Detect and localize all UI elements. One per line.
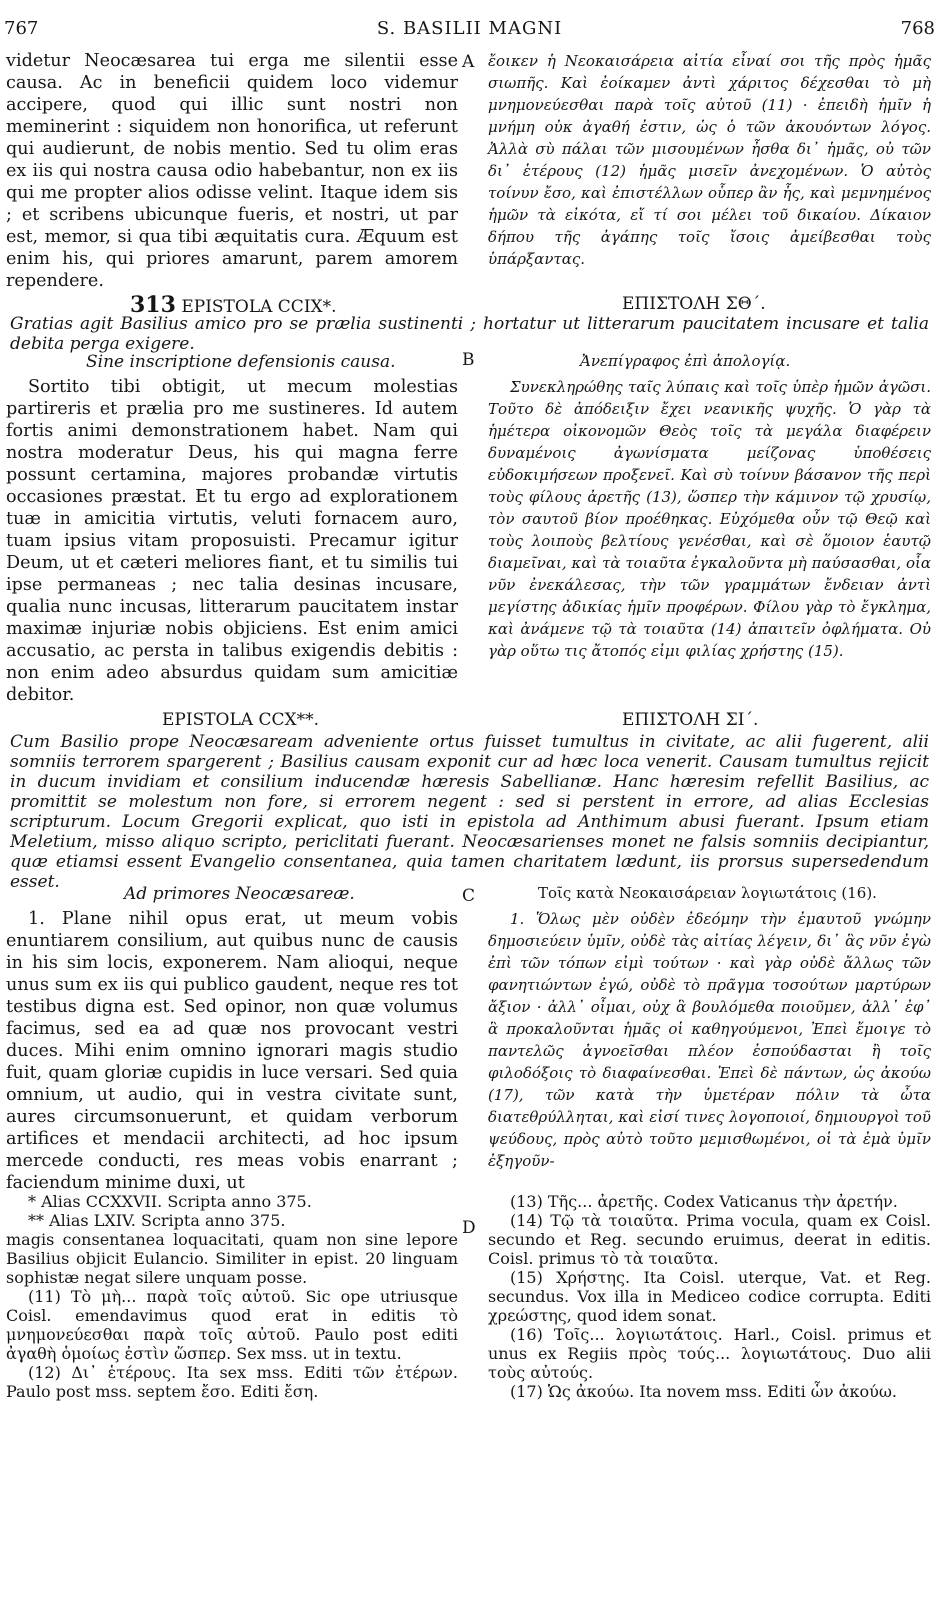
greek-text-block-2 [488, 376, 931, 662]
epistle-210-inscription-greek: Τοῖς κατὰ Νεοκαισάρειαν λογιωτάτοις (16). [538, 884, 877, 902]
footnotes-right [488, 1192, 931, 1401]
margin-letter-a: A [462, 52, 475, 72]
latin-text-block-2 [6, 376, 458, 706]
greek-text-block-1 [488, 50, 931, 270]
latin-paragraph: 1. Plane nihil opus erat, ut meum vobis enuntiarem consilium, aut quibus nunc de causis in his sim locis, exponerem. Nam alioqui, neque unus sum ex iis qui publico gaudent, neque res tot testibus digna est. Sed opinor, non quæ volumus facimus, sed ea ad quæ nos provocant vestri duces. Mihi enim omnino ignorari magis studio fuit, quam gloriæ cupidis in luce versari. Sed quia omnium, ut audio, qui in vestra civitate sunt, aures circumsonuerunt, et quidam verborum artifices et mendacii architecti, ad hoc ipsum mercede conducti, res meas vobis enarrant ; faciendum minime duxi, ut [6, 909, 458, 1193]
epistle-209-inscription-greek: Ἀνεπίγραφος ἐπὶ ἀπολογίᾳ. [580, 352, 791, 370]
epistle-210-summary: Cum Basilio prope Neocæsaream adveniente ortus fuisset tumultus in civitate, ac alii fugerent, alii somniis terrorem spargerent ; Basilius causam exponit cur ad hæc loca venerit. Causam tumultus rejicit in ducum invidiam et consilium inducendæ hæresis Sabellianæ. Hanc hæresim refellit Basilius, ac promittit se molestum non fore, si errorem negent : sed si perstent in errore, ad alias Ecclesias scripturum. Locum Gregorii explicat, quo isti in epistola ad Anthimum abusi fuerant. Ipsum etiam Meletium, misso aliquo scripto, periclitati fuerant. Neocæsarienses monet ne falsis somniis decipiantur, quæ etiamsi essent Evangelio consentanea, quia tamen charitatem lædunt, iis prorsus supersedendum esset. [10, 732, 929, 892]
margin-letter-b: B [462, 350, 475, 370]
greek-paragraph: Συνεκληρώθης ταῖς λύπαις καὶ τοῖς ὑπὲρ ἡμῶν ἀγῶσι. Τοῦτο δὲ ἀπόδειξιν ἔχει νεανικῆς ψυχῆς. Ὁ γὰρ τὰ ἡμέτερα οἰκονομῶν Θεὸς τοῖς τὰ μεγάλα διαφέρειν δυναμένοις ἀγωνίσματα μείζονας ὑποθέσεις εὐδοκιμήσεων προξενεῖ. Καὶ σὺ τοίνυν βάσανον τῆς περὶ τοὺς φίλους ἀρετῆς (13), ὥσπερ τὴν κάμινον τῷ χρυσίῳ, τὸν σαυτοῦ βίον προέθηκας. Εὐχόμεθα οὖν τῷ Θεῷ καὶ τοὺς λοιποὺς βελτίους γενέσθαι, καὶ σὲ ὅμοιον ἑαυτῷ διαμεῖναι, καὶ τὰ τοιαῦτα ἐγκαλοῦντα μὴ παύσασθαι, οἷα νῦν ἐνεκάλεσας, τὴν τῶν γραμμάτων ἔνδειαν ἀντὶ μεγίστης ἀδικίας ἡμῖν προφέρων. Φίλου γὰρ τὸ ἔγκλημα, καὶ ἀνάμενε τῷ τὰ τοιαῦτα (14) ἀπαιτεῖν ὀφλήματα. Οὐ γὰρ οὕτω τις ἄτοπός εἰμι φιλίας χρήστης (15). [488, 378, 931, 660]
epistle-209-summary: Gratias agit Basilius amico pro se prælia sustinenti ; hortatur ut litterarum paucitatem incusare et talia debita perga exigere. [10, 314, 929, 354]
running-title: S. BASILII MAGNI [376, 18, 563, 39]
footnote: ** Alias LXIV. Scripta anno 375. [28, 1211, 286, 1230]
latin-text-block-1 [6, 50, 458, 292]
margin-letter-d: D [462, 1218, 476, 1238]
epistle-209-inscription-latin: Sine inscriptione defensionis causa. [86, 352, 396, 372]
latin-paragraph: Sortito tibi obtigit, ut mecum molestias partireris et prælia pro me sustineres. Id autem fortis animi demonstrationem habet. Nam qui nostra moderatur Deus, his qui magna ferre possunt certamina, majores probandæ virtutis occasiones præstat. Et tu ergo ad explorationem tuæ in amicitia virtutis, veluti fornacem auro, tuam ipsius vitam proposuisti. Precamur igitur Deum, ut et cæteri meliores fiant, et tu similis tui ipse permaneas ; nec talia desinas incusare, qualia nunc incusas, litterarum paucitatem instar maximæ injuriæ nobis objiciens. Est enim amici accusatio, ac persta in talibus exigendis debitis : non enim adeo absurdus quidam sum amicitiæ debitor. [6, 377, 458, 705]
greek-text-block-3 [488, 908, 931, 1172]
footnote: (17) Ὡς ἀκούω. Ita novem mss. Editi ὧν ἀκούω. [510, 1382, 897, 1401]
latin-text-block-3 [6, 908, 458, 1194]
page-number-left: 767 [4, 18, 39, 39]
epistle-210-title-greek: ΕΠΙΣΤΟΛΗ ΣΙ΄. [622, 710, 759, 730]
footnote: * Alias CCXXVII. Scripta anno 375. [28, 1192, 312, 1211]
page-header [0, 12, 939, 38]
page-number-right: 768 [900, 18, 935, 39]
epistle-title-latin: EPISTOLA CCIX*. [181, 297, 337, 317]
footnote-continuation: magis consentanea loquacitati, quam non sine lepore Basilius objicit Eulancio. Similiter in epist. 20 linguam sophistæ negat silere unquam posse. [6, 1230, 458, 1287]
column-number: 313 [130, 292, 176, 318]
footnote: (14) Τῷ τὰ τοιαῦτα. Prima vocula, quam ex Coisl. secundo et Reg. secundo eruimus, deerat in editis. Coisl. primus τὸ τὰ τοιαῦτα. [488, 1211, 931, 1268]
epistle-title-greek: ΕΠΙΣΤΟΛΗ ΣΘ΄. [622, 294, 766, 314]
greek-paragraph: ἔοικεν ἡ Νεοκαισάρεια αἰτία εἶναί σοι τῆς πρὸς ἡμᾶς σιωπῆς. Καὶ ἐοίκαμεν ἀντὶ χάριτος δέχεσθαι τὸ μὴ μνημονεύεσθαι παρὰ τοῖς αὐτοῦ (11) · ἐπειδὴ ἡμῖν ἡ μνήμη οὐκ ἀγαθή ἐστιν, ὡς ὁ τῶν ἀκουόντων λόγος. Ἀλλὰ σὺ πάλαι τῶν μισουμένων ἦσθα δι᾽ ἡμᾶς, οὐ τῶν δι᾽ ἑτέρους (12) ἡμᾶς μισεῖν ἀνεχομένων. Ὁ αὐτὸς τοίνυν ἔσο, καὶ ἐπιστέλλων οὗπερ ἂν ἧς, καὶ μεμνημένος ἡμῶν τὰ εἰκότα, εἴ τί σοι μέλει τοῦ δικαίου. Δίκαιον δήπου τῆς ἀγάπης τοῖς ἴσοις ἀμείβεσθαι τοὺς ὑπάρξαντας. [488, 52, 931, 268]
footnote: (15) Χρήστης. Ita Coisl. uterque, Vat. et Reg. secundus. Vox illa in Mediceo codice corrupta. Editi χρεώστης, quod idem sonat. [488, 1268, 931, 1325]
footnote: (13) Τῆς... ἀρετῆς. Codex Vaticanus τὴν ἀρετήν. [510, 1192, 898, 1211]
epistle-210-inscription-latin: Ad primores Neocæsareæ. [124, 884, 355, 904]
footnote: (16) Τοῖς... λογιωτάτοις. Harl., Coisl. primus et unus ex Regiis πρὸς τούς... λογιωτάτους. Duo alii τοὺς αὐτούς. [488, 1325, 931, 1382]
greek-paragraph: 1. Ὅλως μὲν οὐδὲν ἐδεόμην τὴν ἐμαυτοῦ γνώμην δημοσιεύειν ὑμῖν, οὐδὲ τὰς αἰτίας λέγειν, δι᾽ ἃς νῦν ἐγὼ ἐπὶ τῶν τόπων εἰμὶ τούτων · καὶ γὰρ οὐδὲ ἄλλως τῶν φανητιώντων ἐγώ, οὐδὲ τὸ πρᾶγμα τοσούτων μαρτύρων ἄξιον · ἀλλ᾽ οἶμαι, οὐχ ἃ βουλόμεθα ποιοῦμεν, ἀλλ᾽ ἐφ᾽ ἃ προκαλοῦνται ἡμᾶς οἱ καθηγούμενοι, Ἐπεὶ ἔμοιγε τὸ παντελῶς ἀγνοεῖσθαι πλέον ἐσπούδασται ἢ τοῖς φιλοδόξοις τὸ διαφαίνεσθαι. Ἐπεὶ δὲ πάντων, ὡς ἀκούω (17), τῶν κατὰ τὴν ὑμετέραν πόλιν τὰ ὦτα διατεθρύλληται, καὶ εἰσί τινες λογοποιοί, δημιουργοὶ τοῦ ψεύδους, πρὸς αὐτὸ τοῦτο μεμισθωμένοι, οἱ τὰ ἐμὰ ὑμῖν ἐξηγοῦν- [488, 910, 931, 1170]
footnote: (12) Δι᾽ ἑτέρους. Ita sex mss. Editi τῶν ἑτέρων. Paulo post mss. septem ἔσο. Editi ἔση. [6, 1363, 458, 1401]
footnote: (11) Τὸ μὴ... παρὰ τοῖς αὐτοῦ. Sic ope utriusque Coisl. emendavimus quod erat in editis τὸ μνημονεύεσθαι παρὰ τοῖς αὐτοῦ. Paulo post editi ἀγαθὴ ὁμοίως ἐστὶν ὥσπερ. Sex mss. ut in textu. [6, 1287, 458, 1363]
latin-paragraph: videtur Neocæsarea tui erga me silentii esse causa. Ac in beneficii quidem loco videmur accipere, quod qui illic sunt nostri non meminerint : siquidem non honorifica, ut referunt qui audierunt, de nobis mentio. Sed tu olim eras ex iis qui nostra causa odio habebantur, non ex iis qui me propter alios odisse velint. Itaque idem sis ; et scribens ubicunque fueris, et nostri, ut par est, memor, si qua tibi æquitatis cura. Æquum est enim his, qui priores amarunt, parem amorem rependere. [6, 51, 458, 291]
footnotes-left [6, 1192, 458, 1401]
epistle-210-title-latin: EPISTOLA CCX**. [162, 710, 319, 730]
margin-letter-c: C [462, 886, 476, 906]
